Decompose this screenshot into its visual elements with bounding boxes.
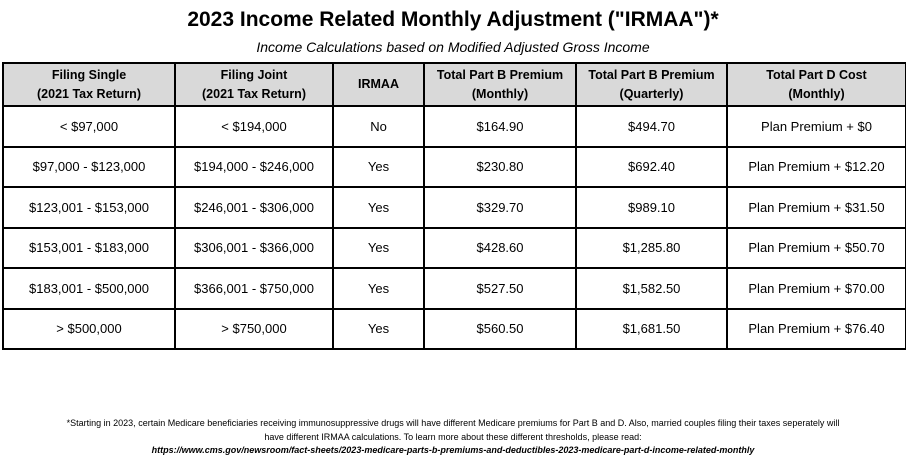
cell-part-d-monthly: Plan Premium + $12.20: [727, 147, 906, 188]
header-line: Total Part B Premium: [436, 67, 564, 82]
cell-irmaa: Yes: [333, 268, 424, 309]
table-row: [3, 147, 906, 188]
footnote-line: have different IRMAA calculations. To learn more about these different thresholds, please read:: [264, 431, 642, 442]
cell-filing-single: > $500,000: [3, 309, 175, 350]
table-header-row: [3, 63, 906, 106]
cell-irmaa: Yes: [333, 309, 424, 350]
cell-filing-single: $97,000 - $123,000: [3, 147, 175, 188]
cell-irmaa: Yes: [333, 147, 424, 188]
cell-part-b-quarterly: $1,582.50: [576, 268, 727, 309]
table-row: [3, 106, 906, 147]
header-filing-joint: [175, 63, 333, 106]
cell-part-b-quarterly: $1,285.80: [576, 228, 727, 269]
cell-filing-joint: $366,001 - $750,000: [175, 268, 333, 309]
irmaa-table: [2, 62, 906, 350]
header-line: Filing Joint: [220, 67, 288, 82]
cell-filing-single: $153,001 - $183,000: [3, 228, 175, 269]
cell-filing-joint: > $750,000: [175, 309, 333, 350]
header-line: Total Part B Premium: [588, 67, 715, 82]
page-subtitle: Income Calculations based on Modified Adjusted Gross Income: [256, 39, 650, 55]
table-row: [3, 228, 906, 269]
header-irmaa: [333, 63, 424, 106]
cell-part-b-monthly: $164.90: [424, 106, 576, 147]
header-line: Total Part D Cost: [766, 67, 867, 82]
cell-part-b-quarterly: $494.70: [576, 106, 727, 147]
header-line: (2021 Tax Return): [37, 86, 141, 101]
cell-part-b-quarterly: $989.10: [576, 187, 727, 228]
cell-part-b-monthly: $329.70: [424, 187, 576, 228]
table-row: [3, 268, 906, 309]
cell-part-b-monthly: $560.50: [424, 309, 576, 350]
table-row: [3, 309, 906, 350]
footnote-link[interactable]: https://www.cms.gov/newsroom/fact-sheets/2023-medicare-parts-b-premiums-and-deductibles-2023-medicare-part-d-income-related-monthly: [151, 445, 755, 455]
cell-part-b-monthly: $527.50: [424, 268, 576, 309]
footnote-line: *Starting in 2023, certain Medicare beneficiaries receiving immunosuppressive drugs will have different Medicare premiums for Part B and D. Also, married couples filing their taxes seperately will: [66, 418, 840, 428]
header-line: IRMAA: [358, 77, 399, 91]
cell-part-b-quarterly: $692.40: [576, 147, 727, 188]
table-row: [3, 187, 906, 228]
header-line: (Monthly): [788, 86, 845, 101]
header-line: (Quarterly): [619, 86, 684, 101]
cell-filing-joint: $306,001 - $366,000: [175, 228, 333, 269]
header-line: (2021 Tax Return): [202, 86, 306, 101]
header-line: (Monthly): [471, 86, 529, 101]
cell-filing-single: $123,001 - $153,000: [3, 187, 175, 228]
cell-filing-joint: $194,000 - $246,000: [175, 147, 333, 188]
header-filing-single: [3, 63, 175, 106]
cell-filing-single: < $97,000: [3, 106, 175, 147]
cell-filing-joint: $246,001 - $306,000: [175, 187, 333, 228]
cell-irmaa: No: [333, 106, 424, 147]
header-part-d-monthly: [727, 63, 906, 106]
cell-part-b-quarterly: $1,681.50: [576, 309, 727, 350]
cell-part-d-monthly: Plan Premium + $70.00: [727, 268, 906, 309]
header-line: Filing Single: [51, 67, 127, 82]
page-title: 2023 Income Related Monthly Adjustment ("IRMAA")*: [187, 8, 719, 31]
header-part-b-monthly: [424, 63, 576, 106]
cell-part-d-monthly: Plan Premium + $76.40: [727, 309, 906, 350]
header-part-b-quarterly: [576, 63, 727, 106]
cell-part-d-monthly: Plan Premium + $31.50: [727, 187, 906, 228]
cell-irmaa: Yes: [333, 228, 424, 269]
footnote: [4, 417, 902, 458]
cell-part-d-monthly: Plan Premium + $50.70: [727, 228, 906, 269]
cell-filing-joint: < $194,000: [175, 106, 333, 147]
cell-filing-single: $183,001 - $500,000: [3, 268, 175, 309]
cell-part-d-monthly: Plan Premium + $0: [727, 106, 906, 147]
cell-part-b-monthly: $230.80: [424, 147, 576, 188]
cell-irmaa: Yes: [333, 187, 424, 228]
cell-part-b-monthly: $428.60: [424, 228, 576, 269]
